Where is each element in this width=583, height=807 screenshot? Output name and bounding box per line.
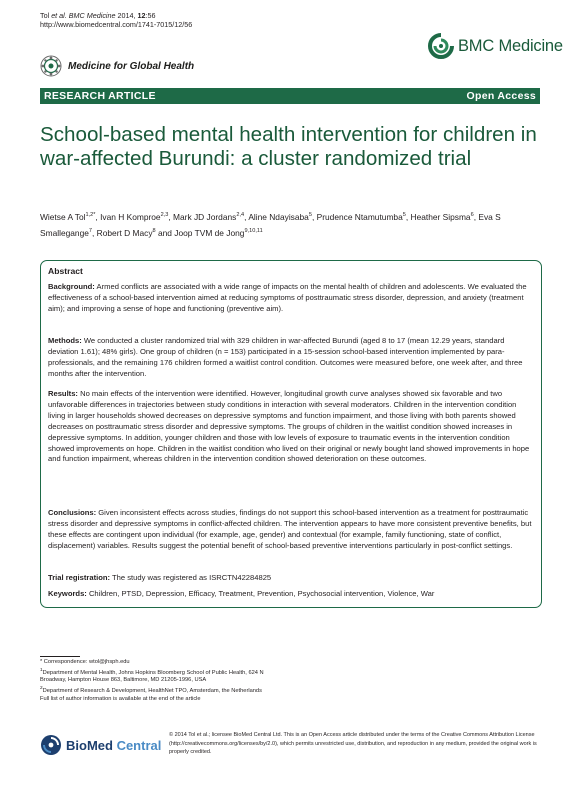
- trial-label: Trial registration:: [48, 573, 111, 582]
- author-separator: ,: [92, 227, 97, 238]
- author-separator: and: [155, 227, 175, 238]
- footnote-divider: [40, 656, 80, 657]
- article-type-band: [40, 88, 540, 104]
- global-health-logo-icon: [40, 55, 62, 77]
- author-separator: ,: [168, 212, 174, 222]
- abstract-methods: [48, 336, 534, 380]
- trial-text: The study was registered as ISRCTN42284825: [112, 573, 272, 582]
- citation-journal: et al. BMC Medicine: [51, 11, 116, 20]
- affiliation-1: [40, 667, 290, 685]
- citation-header: [40, 11, 192, 30]
- section-brand-name: Medicine for Global Health: [68, 60, 195, 72]
- results-label: Results:: [48, 389, 78, 398]
- affiliation-1-text: Department of Mental Health, Johns Hopkins Bloomberg School of Public Health, 624 N Broadway, Hampton House 863, Baltimore, MD 21205-1996, USA: [40, 669, 264, 684]
- author-affiliation-marker: 5: [402, 212, 406, 218]
- citation-year: 2014,: [115, 11, 138, 20]
- bmc-swirl-logo-icon: [428, 33, 454, 59]
- citation-line-1: [40, 11, 192, 20]
- full-author-info-note: Full list of author information is available at the end of the article: [40, 695, 201, 702]
- author-affiliation-marker: 5: [308, 212, 312, 218]
- publisher-name-part1: BioMed: [66, 737, 113, 753]
- license-text: © 2014 Tol et al.; licensee BioMed Central Ltd. This is an Open Access article distributed under the terms of the Creative Commons Attribution License (http://creativecommons.org/licenses/by/2.0), which permits unrestricted use, distribution, and reproduction in any medium, provided the original work is properly credited.: [169, 732, 537, 756]
- citation-page: :56: [145, 11, 156, 20]
- abstract-keywords: [48, 589, 534, 600]
- author-affiliation-marker: 6: [470, 212, 474, 218]
- publisher-logo: [40, 734, 161, 756]
- author-separator: ,: [405, 212, 411, 222]
- abstract-heading: Abstract: [48, 266, 83, 276]
- author-name[interactable]: Prudence Ntamutumba: [316, 212, 403, 222]
- background-label: Background:: [48, 282, 95, 291]
- author-affiliation-marker: 9,10,11: [244, 227, 263, 234]
- author-name[interactable]: Joop TVM de Jong: [174, 227, 245, 238]
- publisher-name-part2: Central: [112, 737, 162, 753]
- abstract-results: [48, 389, 534, 465]
- journal-logo: [428, 33, 563, 59]
- conclusions-text: Given inconsistent effects across studies, findings do not support this school-based intervention as a treatment for posttraumatic stress disorder and depressive symptoms in conflict-affected children. The intervention appears to have more consistent preventive benefits, but these effects are contingent upon individual (for example, age, gender) and contextual (for example, family functioning, state of conflict, displacement) variables. Results suggest the potential benefit of school-based preventive interventions particularly in post-conflict settings.: [48, 508, 532, 550]
- author-name[interactable]: Robert D Macy: [96, 227, 153, 238]
- affiliation-2-text: Department of Research & Development, HealthNet TPO, Amsterdam, the Netherlands: [42, 687, 262, 694]
- author-name[interactable]: Mark JD Jordans: [173, 212, 237, 222]
- author-affiliation-marker: 2,4: [236, 212, 245, 218]
- author-name[interactable]: Heather Sipsma: [410, 212, 471, 222]
- keywords-label: Keywords:: [48, 589, 87, 598]
- citation-url[interactable]: http://www.biomedcentral.com/1741-7015/12/56: [40, 20, 193, 30]
- abstract-conclusions: [48, 508, 534, 552]
- methods-text: We conducted a cluster randomized trial with 329 children in war-affected Burundi (aged 8 to 17 (mean 12.29 years, standard deviation 1.61); 48% girls). One group of children (n = 153) participated in a 15-session school-based intervention implemented by para-professionals, and the remaining 176 children formed a waitlist control condition. Outcomes were measured before, one week after, and three months after the intervention.: [48, 336, 523, 378]
- author-list: [40, 210, 545, 241]
- author-separator: ,: [473, 212, 479, 222]
- author-affiliation-marker: 2,3: [160, 212, 169, 218]
- keywords-text: Children, PTSD, Depression, Efficacy, Treatment, Prevention, Psychosocial intervention, Violence, War: [88, 589, 435, 598]
- author-affiliation-marker: 8: [152, 227, 156, 234]
- author-separator: ,: [95, 212, 101, 222]
- article-type-label: RESEARCH ARTICLE: [44, 90, 156, 102]
- citation-volume: 12: [137, 11, 146, 20]
- methods-label: Methods:: [48, 336, 82, 345]
- author-name[interactable]: Aline Ndayisaba: [248, 212, 309, 222]
- author-separator: ,: [244, 212, 249, 222]
- author-separator: ,: [311, 212, 317, 222]
- affiliation-1-marker: 1: [40, 667, 43, 673]
- background-text: Armed conflicts are associated with a wide range of impacts on the mental health of children and adolescents. We evaluated the effectiveness of a school-based intervention aimed at reducing symptoms of posttraumatic stress disorder, depression, and anxiety (treatment aim); and improving a sense of hope and functioning (preventive aim).: [48, 282, 527, 313]
- author-affiliation-marker: 7: [88, 227, 93, 234]
- section-brand: [40, 55, 194, 77]
- author-name[interactable]: Ivan H Komproe: [100, 212, 161, 222]
- affiliation-2-marker: 2: [40, 686, 43, 691]
- footnotes: [40, 659, 290, 703]
- results-text: No main effects of the intervention were identified. However, longitudinal growth curve analyses showed six favorable and two unfavorable differences in trajectories between study conditions in interaction with several moderators. Children in the intervention condition living in larger households showed decreases on depressive symptoms and function impairment, and those living with both parents showed decreases on posttraumatic stress disorder and depressive symptoms. The groups of children in the waitlist condition showed increases in depressive symptoms. In addition, younger children and those with low levels of exposure to traumatic events in the intervention condition showed improvements on hope. Children in the waitlist condition who lived on their original or newly bought land showed improvements in hope and function impairment, whereas children in the intervention condition showed deterioration on these outcomes.: [48, 389, 530, 464]
- author-name[interactable]: Eva S Smallegange: [40, 212, 501, 238]
- article-title: School-based mental health intervention for children in war-affected Burundi: a cluster randomized trial: [40, 123, 537, 171]
- conclusions-label: Conclusions:: [48, 508, 97, 517]
- open-access-label: Open Access: [466, 90, 536, 102]
- publisher-name: [66, 738, 161, 753]
- biomed-central-logo-icon: [40, 734, 62, 756]
- journal-name: BMC Medicine: [458, 36, 563, 55]
- author-name[interactable]: Wietse A Tol: [40, 212, 86, 222]
- affiliation-2: [40, 685, 290, 696]
- abstract-trial-registration: [48, 573, 534, 584]
- abstract-background: [48, 282, 534, 315]
- author-affiliation-marker: 1,2*: [85, 212, 96, 218]
- correspondence[interactable]: * Correspondence: wtol@jhsph.edu: [40, 659, 130, 665]
- citation-authors: Tol: [40, 11, 52, 20]
